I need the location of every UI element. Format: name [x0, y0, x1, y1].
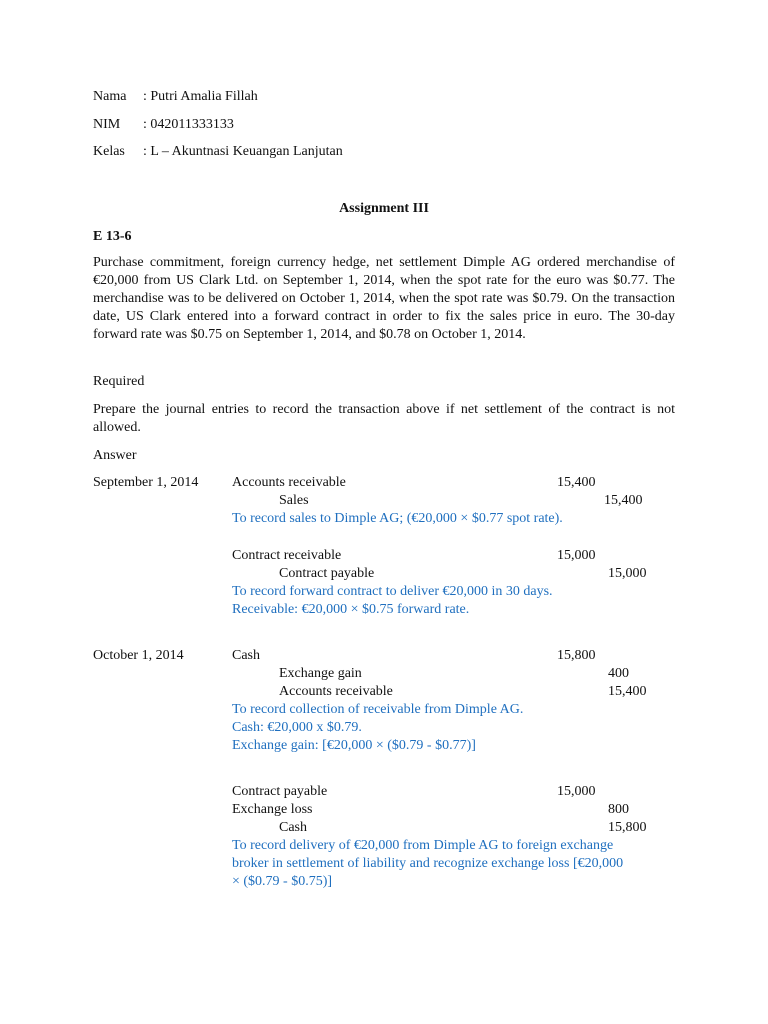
entry4-debit2-amount: 800 [608, 802, 629, 817]
entry4-debit2-account: Exchange loss [232, 802, 313, 817]
nama-value: : Putri Amalia Fillah [143, 89, 258, 104]
entry3-note-line1: To record collection of receivable from Dimple AG. [232, 702, 524, 717]
entry2-debit-amount: 15,000 [557, 548, 596, 563]
entry4-debit1-amount: 15,000 [557, 784, 596, 799]
entry1-credit-account: Sales [279, 493, 309, 508]
required-label: Required [93, 374, 145, 389]
entry3-note-line2: Cash: €20,000 x $0.79. [232, 720, 362, 735]
entry1-debit-account: Accounts receivable [232, 475, 346, 490]
entry3-credit2-amount: 15,400 [608, 684, 647, 699]
entry4-note-line2: broker in settlement of liability and recognize exchange loss [€20,000 [232, 856, 624, 871]
nama-label: Nama [93, 89, 127, 104]
entry1-credit-amount: 15,400 [604, 493, 643, 508]
entry2-credit-amount: 15,000 [608, 566, 647, 581]
kelas-value: : L – Akuntnasi Keuangan Lanjutan [143, 144, 343, 159]
journal-date-1: September 1, 2014 [93, 475, 199, 490]
entry2-note-line2: Receivable: €20,000 × $0.75 forward rate. [232, 602, 470, 617]
entry4-note-line1: To record delivery of €20,000 from Dimple AG to foreign exchange [232, 838, 614, 853]
entry3-debit-amount: 15,800 [557, 648, 596, 663]
required-paragraph: Prepare the journal entries to record the transaction above if net settlement of the contract is not allowed. [93, 402, 675, 435]
entry1-note: To record sales to Dimple AG; (€20,000 × $0.77 spot rate). [232, 511, 563, 526]
page-title: Assignment III [339, 201, 429, 216]
answer-label: Answer [93, 448, 137, 463]
entry2-credit-account: Contract payable [279, 566, 375, 581]
entry4-credit-amount: 15,800 [608, 820, 647, 835]
entry4-credit-account: Cash [279, 820, 307, 835]
nim-label: NIM [93, 117, 121, 132]
entry4-debit1-account: Contract payable [232, 784, 328, 799]
entry1-debit-amount: 15,400 [557, 475, 596, 490]
entry2-debit-account: Contract receivable [232, 548, 342, 563]
kelas-label: Kelas [93, 144, 125, 159]
exercise-number: E 13-6 [93, 229, 132, 244]
entry3-credit1-amount: 400 [608, 666, 629, 681]
entry3-credit2-account: Accounts receivable [279, 684, 393, 699]
nim-value: : 042011333133 [143, 117, 234, 132]
entry3-debit-account: Cash [232, 648, 260, 663]
journal-date-2: October 1, 2014 [93, 648, 184, 663]
entry3-note-line3: Exchange gain: [€20,000 × ($0.79 - $0.77)] [232, 738, 476, 753]
entry4-note-line3: × ($0.79 - $0.75)] [232, 874, 333, 889]
problem-paragraph: Purchase commitment, foreign currency hedge, net settlement Dimple AG ordered merchandise of €20,000 from US Clark Ltd. on September 1, 2014, when the spot rate for the euro was $0.77. The merchandise was to be delivered on October 1, 2014, when the spot rate was $0.79. On the transaction date, US Clark entered into a forward contract in order to fix the sales price in euro. The 30-day forward rate was $0.75 on September 1, 2014, and $0.78 on October 1, 2014. [93, 255, 675, 342]
entry3-credit1-account: Exchange gain [279, 666, 362, 681]
entry2-note-line1: To record forward contract to deliver €20,000 in 30 days. [232, 584, 553, 599]
